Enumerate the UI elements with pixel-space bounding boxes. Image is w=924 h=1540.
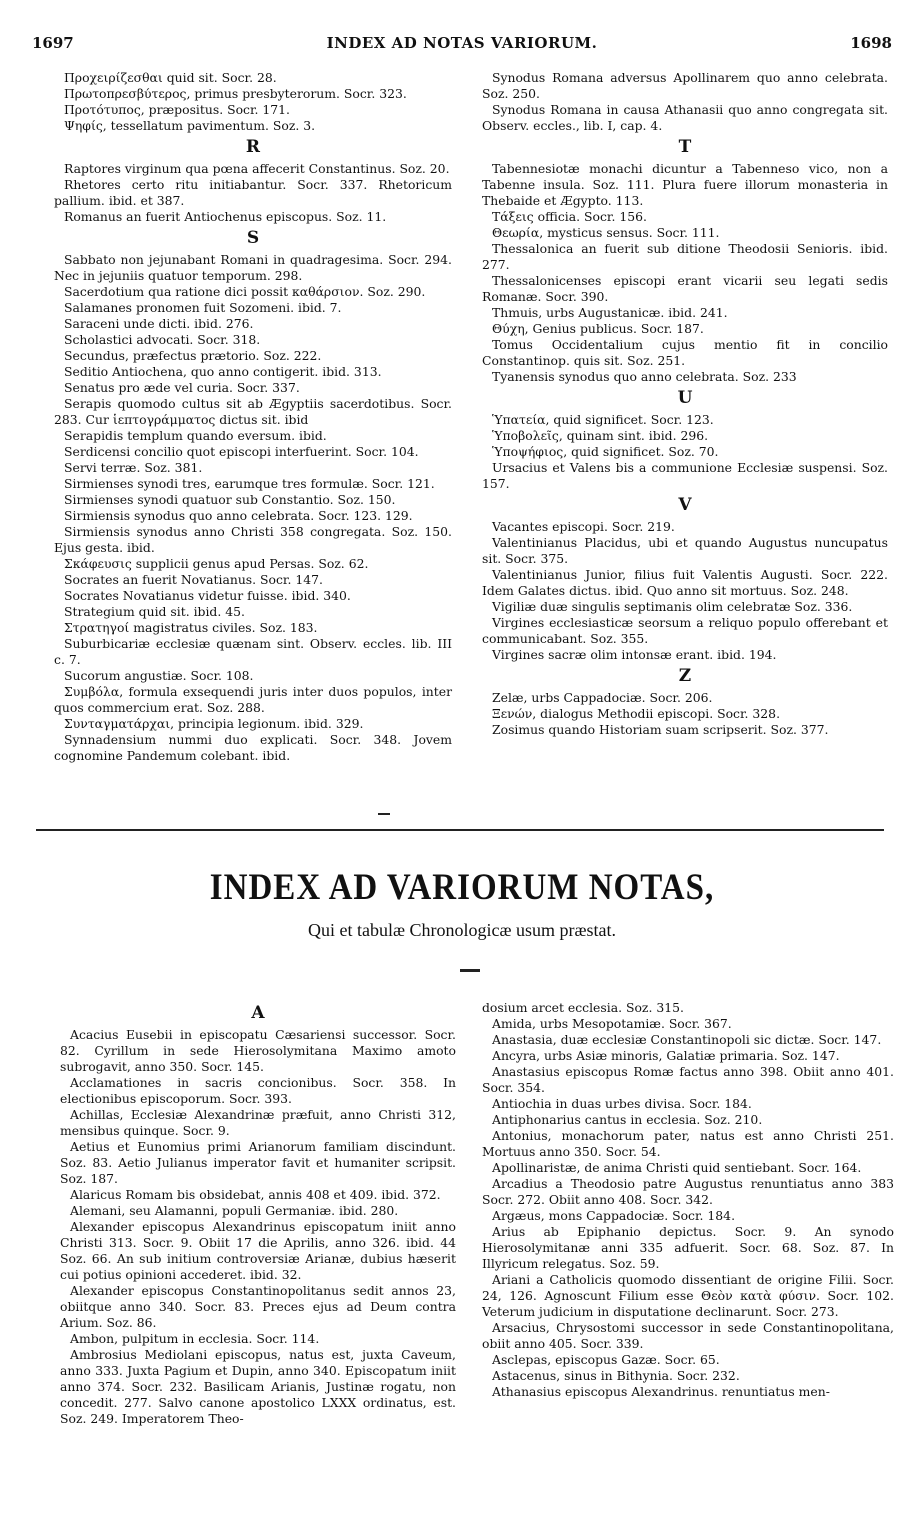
section-letter: V [678,495,692,515]
index-entry: Συνταγματάρχαι, principia legionum. ibid. 329. [64,716,364,731]
index-entry: Ariani a Catholicis quomodo dissentiant de origine Filii. Socr. 24, 126. Agnoscunt Filium esse Θεὸν κατὰ φύσιν. Socr. 102. Veterum judicium in disputatione declinarunt. Socr. 273. [482,1272,894,1319]
index-entry: Thessalonica an fuerit sub ditione Theodosii Senioris. ibid. 277. [482,241,888,272]
index-entry: Suburbicariæ ecclesiæ quænam sint. Observ. eccles. lib. III c. 7. [54,636,452,667]
index-entry: Στρατηγοί magistratus civiles. Soz. 183. [64,620,318,635]
index-entry: Strategium quid sit. ibid. 45. [64,604,245,619]
index-entry: Antiphonarius cantus in ecclesia. Soz. 210. [492,1112,763,1127]
index-entry: Sirmienses synodi tres, earumque tres formulæ. Socr. 121. [64,476,435,491]
index-entry: Tomus Occidentalium cujus mentio fit in concilio Constantinop. quis sit. Soz. 251. [482,337,888,368]
index-entry: Ὑπατεία, quid significet. Socr. 123. [492,412,714,427]
section-divider-rule [36,829,884,831]
index-entry: Serdicensi concilio quot episcopi interfuerint. Socr. 104. [64,444,419,459]
index-entry: Serapidis templum quando eversum. ibid. [64,428,327,443]
index-entry: Seditio Antiochena, quo anno contigerit. ibid. 313. [64,364,382,379]
index-entry: Θύχη, Genius publicus. Socr. 187. [492,321,704,336]
index-entry: Astacenus, sinus in Bithynia. Socr. 232. [492,1368,740,1383]
running-title: INDEX AD NOTAS VARIORUM. [326,34,598,52]
index-entry: Ξενών, dialogus Methodii episcopi. Socr. 328. [492,706,781,721]
index-entry: Πρωτοπρεσβύτερος, primus presbyterorum. Socr. 323. [64,86,407,101]
index-entry: Salamanes pronomen fuit Sozomeni. ibid. 7. [64,300,342,315]
index-entry: Ὑποψήφιος, quid significet. Soz. 70. [492,444,719,459]
index-entry: Sucorum angustiæ. Socr. 108. [64,668,254,683]
index-entry: Sacerdotium qua ratione dici possit καθάρσιον. Soz. 290. [64,284,426,299]
index-entry: Alexander episcopus Alexandrinus episcopatum iniit anno Christi 313. Socr. 9. Obiit 17 die Aprilis, anno 326. ibid. 44 Soz. 66. An sub initium controversiæ Arianæ, dubius hæserit cui potius opinioni accederet. ibid. 32. [60,1219,456,1282]
index-entry: Alaricus Romam bis obsidebat, annis 408 et 409. ibid. 372. [70,1187,441,1202]
index-entry: Ancyra, urbs Asiæ minoris, Galatiæ primaria. Soz. 147. [492,1048,840,1063]
title-ornament-rule [460,969,480,972]
index-entry: Zelæ, urbs Cappadociæ. Socr. 206. [492,690,713,705]
section-letter: Z [678,666,692,686]
section-title: INDEX AD VARIORUM NOTAS, [209,867,715,909]
index-entry: Socrates an fuerit Novatianus. Socr. 147. [64,572,323,587]
index-entry: Θεωρία, mysticus sensus. Socr. 111. [492,225,720,240]
index-entry: Tabennesiotæ monachi dicuntur a Tabenneso vico, non a Tabenne insula. Soz. 111. Plura fuere illorum monasteria in Thebaide et Ægypto. 113. [482,161,888,208]
index-entry: Thmuis, urbs Augustanicæ. ibid. 241. [492,305,728,320]
index-entry: Vigiliæ duæ singulis septimanis olim celebratæ Soz. 336. [492,599,853,614]
index-entry: Synnadensium nummi duo explicati. Socr. 348. Jovem cognomine Pandemum colebant. ibid. [54,732,452,763]
index-entry: Ψηφίς, tessellatum pavimentum. Soz. 3. [64,118,316,133]
index-entry: Asclepas, episcopus Gazæ. Socr. 65. [492,1352,720,1367]
index-entry: Antiochia in duas urbes divisa. Socr. 184. [492,1096,752,1111]
section-subtitle: Qui et tabulæ Chronologicæ usum præstat. [308,920,616,940]
index-entry: Amida, urbs Mesopotamiæ. Socr. 367. [492,1016,732,1031]
index-entry: Προτότυπος, præpositus. Socr. 171. [64,102,290,117]
column-end-dash [378,813,390,815]
index-entry: Aetius et Eunomius primi Arianorum familiam discindunt. Soz. 83. Aetio Julianus imperator favit et humaniter scripsit. Soz. 187. [60,1139,456,1186]
running-header [32,34,892,56]
index-entry: Σκάφευσις supplicii genus apud Persas. Soz. 62. [64,556,369,571]
index-entry: Saraceni unde dicti. ibid. 276. [64,316,254,331]
index-entry: Zosimus quando Historiam suam scripserit. Soz. 377. [492,722,829,737]
index-entry: Arsacius, Chrysostomi successor in sede Constantinopolitana, obiit anno 405. Socr. 339. [482,1320,894,1351]
index-entry: Apollinaristæ, de anima Christi quid sentiebant. Socr. 164. [492,1160,862,1175]
index-entry: Senatus pro æde vel curia. Socr. 337. [64,380,300,395]
index-entry: Vacantes episcopi. Socr. 219. [492,519,675,534]
index-entry: Ambrosius Mediolani episcopus, natus est, juxta Caveum, anno 333. Juxta Pagium et Dupin, anno 340. Episcopatum iniit anno 374. Socr. 232. Basilicam Arianis, Justinæ rogatu, non concedit. 277. Salvo canone apostolico LXXX ordinatus, est. Soz. 249. Imperatorem Theo- [60,1347,456,1426]
index-entry: Servi terræ. Soz. 381. [64,460,203,475]
index-entry: Rhetores certo ritu initiabantur. Socr. 337. Rhetoricum pallium. ibid. et 387. [54,177,452,208]
index-entry: Argæus, mons Cappadociæ. Socr. 184. [492,1208,736,1223]
index-entry: Προχειρίζεσθαι quid sit. Socr. 28. [64,70,277,85]
index-entry: dosium arcet ecclesia. Soz. 315. [482,1000,684,1015]
index-entry: Virgines ecclesiasticæ seorsum a reliquo populo offerebant et communicabant. Soz. 355. [482,615,888,646]
section-letter: S [246,228,260,248]
index-entry: Achillas, Ecclesiæ Alexandrinæ præfuit, anno Christi 312, mensibus quinque. Socr. 9. [60,1107,456,1138]
index-entry: Valentinianus Placidus, ubi et quando Augustus nuncupatus sit. Socr. 375. [482,535,888,566]
section-letter: T [678,137,692,157]
section-letter: R [245,137,261,157]
index-entry: Socrates Novatianus videtur fuisse. ibid. 340. [64,588,351,603]
section-letter: A [251,1003,265,1023]
left-page-number: 1697 [32,34,74,52]
index-entry: Sirmienses synodi quatuor sub Constantio. Soz. 150. [64,492,396,507]
index-entry: Romanus an fuerit Antiochenus episcopus. Soz. 11. [64,209,387,224]
index-entry: Valentinianus Junior, filius fuit Valentis Augusti. Socr. 222. Idem Galates dictus. ibid. Quo anno sit mortuus. Soz. 248. [482,567,888,598]
index-entry: Συμβόλα, formula exsequendi juris inter duos populos, inter quos commercium erat. Soz. 288. [54,684,452,715]
index-entry: Virgines sacræ olim intonsæ erant. ibid. 194. [492,647,777,662]
section-letter: U [677,388,693,408]
index-entry: Athanasius episcopus Alexandrinus. renuntiatus men- [492,1384,830,1399]
index-entry: Sabbato non jejunabant Romani in quadragesima. Socr. 294. Nec in jejuniis quatuor temporum. 298. [54,252,452,283]
index-entry: Synodus Romana in causa Athanasii quo anno congregata sit. Observ. eccles., lib. I, cap. 4. [482,102,888,133]
index-entry: Sirmiensis synodus anno Christi 358 congregata. Soz. 150. Ejus gesta. ibid. [54,524,452,555]
index-column-top-left [54,70,452,764]
index-entry: Serapis quomodo cultus sit ab Ægyptiis sacerdotibus. Socr. 283. Cur ἱεπτογράμματος dictus sit. ibid [54,396,452,427]
index-entry: Anastasia, duæ ecclesiæ Constantinopoli sic dictæ. Socr. 147. [492,1032,882,1047]
index-entry: Sirmiensis synodus quo anno celebrata. Socr. 123. 129. [64,508,413,523]
index-entry: Scholastici advocati. Socr. 318. [64,332,261,347]
index-entry: Tyanensis synodus quo anno celebrata. Soz. 233 [492,369,797,384]
index-entry: Raptores virginum qua pœna affecerit Constantinus. Soz. 20. [64,161,450,176]
index-column-bottom-left [60,1000,456,1427]
index-entry: Antonius, monachorum pater, natus est anno Christi 251. Mortuus anno 350. Socr. 54. [482,1128,894,1159]
right-page-number: 1698 [850,34,892,52]
index-entry: Arcadius a Theodosio patre Augustus renuntiatus anno 383 Socr. 272. Obiit anno 408. Socr. 342. [482,1176,894,1207]
index-entry: Synodus Romana adversus Apollinarem quo anno celebrata. Soz. 250. [482,70,888,101]
index-entry: Acclamationes in sacris concionibus. Socr. 358. In electionibus episcoporum. Socr. 393. [60,1075,456,1106]
index-column-top-right [482,70,888,738]
index-entry: Alemani, seu Alamanni, populi Germaniæ. ibid. 280. [70,1203,399,1218]
index-entry: Anastasius episcopus Romæ factus anno 398. Obiit anno 401. Socr. 354. [482,1064,894,1095]
index-entry: Ursacius et Valens bis a communione Ecclesiæ suspensi. Soz. 157. [482,460,888,491]
index-entry: Acacius Eusebii in episcopatu Cæsariensi successor. Socr. 82. Cyrillum in sede Hierosolymitana Maximo amoto subrogavit, anno 350. Socr. 145. [60,1027,456,1074]
index-entry: Alexander episcopus Constantinopolitanus sedit annos 23, obiitque anno 340. Socr. 83. Preces ejus ad Deum contra Arium. Soz. 86. [60,1283,456,1330]
index-entry: Secundus, præfectus prætorio. Soz. 222. [64,348,322,363]
index-column-bottom-right [482,1000,894,1400]
index-entry: Τάξεις officia. Socr. 156. [492,209,647,224]
index-entry: Arius ab Epiphanio depictus. Socr. 9. An synodo Hierosolymitanæ anni 335 adfuerit. Socr. 68. Soz. 87. In Illyricum relegatus. Soz. 59. [482,1224,894,1271]
index-entry: Ambon, pulpitum in ecclesia. Socr. 114. [70,1331,320,1346]
index-entry: Thessalonicenses episcopi erant vicarii seu legati sedis Romanæ. Socr. 390. [482,273,888,304]
index-entry: Ὑποβολεῖς, quinam sint. ibid. 296. [492,428,709,443]
